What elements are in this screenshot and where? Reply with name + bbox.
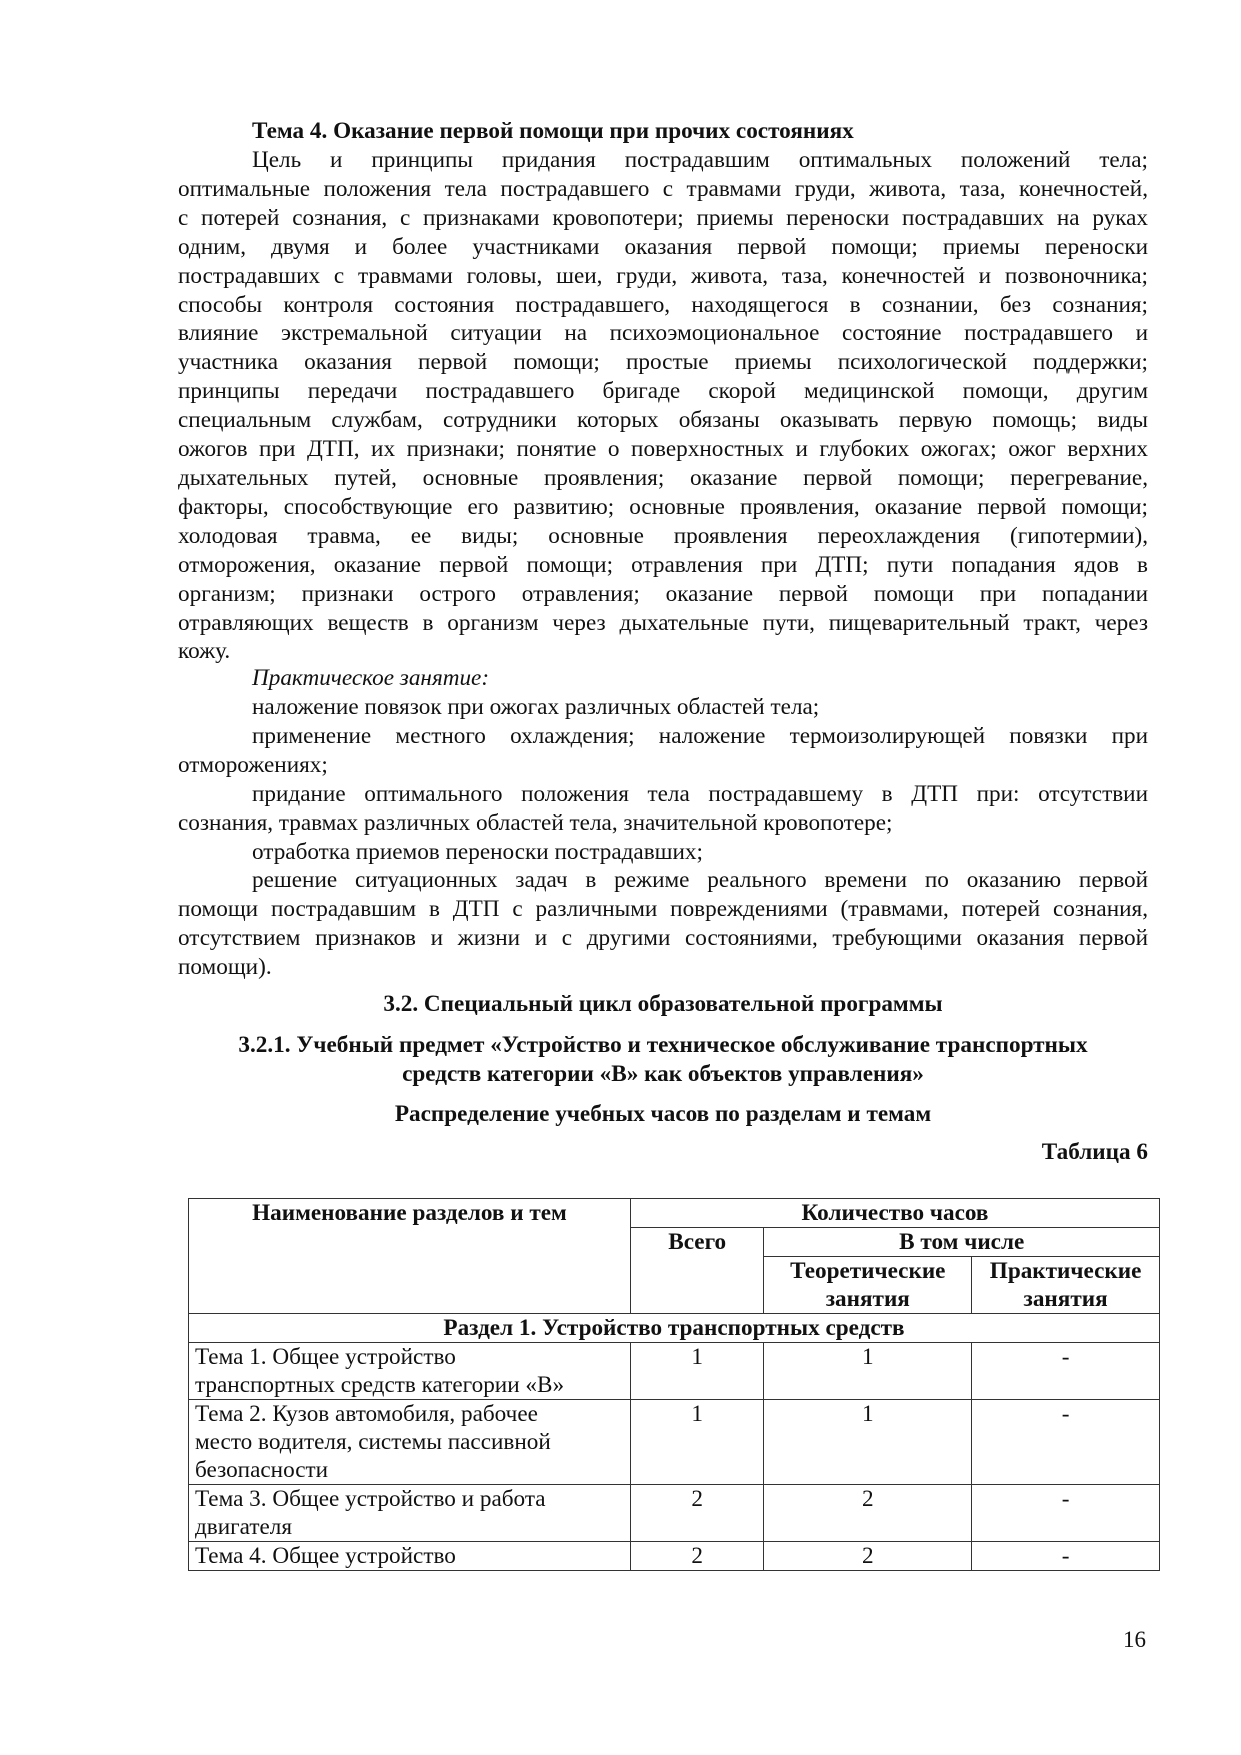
topic-name-line: Тема 1. Общее устройство [195,1344,456,1370]
section-row [189,1314,1160,1343]
paragraph-line: отморожения, оказание первой помощи; отравления при ДТП; пути попадания ядов в [178,551,1148,578]
header-practice-line: Практические [989,1258,1142,1284]
total-hours-cell: 2 [630,1485,764,1542]
practice-item-line: сознания, травмах различных областей тела, значительной кровопотере; [178,809,893,836]
topic-name-cell [189,1343,631,1400]
table-row [189,1400,1160,1485]
theory-hours-cell: 1 [764,1343,972,1400]
header-total: Всего [630,1228,764,1314]
table-row [189,1343,1160,1400]
header-name: Наименование разделов и тем [189,1199,631,1314]
topic-name-line: двигателя [195,1514,293,1540]
header-practice [972,1257,1160,1314]
practice-item [178,693,1148,722]
total-hours-cell: 2 [630,1542,764,1571]
table-row [189,1542,1160,1571]
practice-item-line: отморожениях; [178,751,328,778]
subject-heading-line: 3.2.1. Учебный предмет «Устройство и техническое обслуживание транспортных [238,1032,1088,1058]
topic-name-line: Тема 3. Общее устройство и работа [195,1486,546,1512]
subject-heading-line: средств категории «В» как объектов управления» [402,1060,924,1087]
paragraph-line: оптимальные положения тела пострадавшего с травмами груди, живота, таза, конечностей, [178,175,1148,202]
practice-item [178,780,1148,838]
theory-hours-cell: 2 [764,1542,972,1571]
practice-hours-cell: - [972,1400,1160,1485]
practice-item-line: отработка приемов переноски пострадавших; [252,838,703,865]
theory-hours-cell: 1 [764,1400,972,1485]
paragraph-line: способы контроля состояния пострадавшего, находящегося в сознании, без сознания; [178,291,1148,318]
topic-name-line: место водителя, системы пассивной [195,1429,551,1455]
topic-name-line: транспортных средств категории «В» [195,1372,565,1398]
topic-name-cell [189,1542,631,1571]
distribution-heading: Распределение учебных часов по разделам и темам [394,1101,932,1127]
header-theory-line: Теоретические [790,1258,946,1284]
paragraph-line: принципы передачи пострадавшего бригаде скорой медицинской помощи, другим [178,378,1148,405]
header-practice-line: занятия [1023,1286,1108,1312]
paragraph-line: дыхательных путей, основные проявления; оказание первой помощи; перегревание, [178,464,1148,491]
practice-item [178,722,1148,780]
paragraph-line: отравляющих веществ в организм через дыхательные пути, пищеварительный тракт, через [178,609,1148,636]
topic-name-line: безопасности [195,1457,329,1483]
practice-item [178,838,1148,867]
paragraph-line: кожу. [178,638,231,665]
topic-name-line: Тема 4. Общее устройство [195,1543,456,1569]
header-theory-line: занятия [825,1286,910,1312]
practice-items-list [178,693,1148,982]
paragraph-line: с потерей сознания, с признаками кровопотери; приемы переноски пострадавших на руках [178,204,1148,231]
practice-item [178,866,1148,982]
paragraph-line: Цель и принципы придания пострадавшим оптимальных положений тела; [252,147,1148,173]
paragraph-line: холодовая травма, ее виды; основные проявления переохлаждения (гипотермии), [178,522,1148,549]
practice-item-line: решение ситуационных задач в режиме реального времени по оказанию первой [252,867,1148,894]
section-heading: 3.2. Специальный цикл образовательной программы [383,991,943,1017]
topic-name-cell [189,1485,631,1542]
practice-hours-cell: - [972,1343,1160,1400]
paragraph-line: ожогов при ДТП, их признаки; понятие о поверхностных и глубоких ожогах; ожог верхних [178,436,1148,463]
paragraph-line: специальным службам, сотрудники которых обязаны оказывать первую помощь; виды [178,407,1148,434]
subject-heading [178,1031,1148,1089]
practice-item-line: помощи). [178,954,272,981]
topic-name-line: Тема 2. Кузов автомобиля, рабочее [195,1401,538,1427]
paragraph-line: организм; признаки острого отравления; оказание первой помощи при попадании [178,580,1148,607]
total-hours-cell: 1 [630,1343,764,1400]
practice-hours-cell: - [972,1485,1160,1542]
practice-item-line: применение местного охлаждения; наложение термоизолирующей повязки при [252,722,1148,749]
practice-item-line: помощи пострадавшим в ДТП с различными повреждениями (травмами, потерей сознания, [178,896,1148,923]
paragraph-line: пострадавших с травмами головы, шеи, груди, живота, таза, конечностей и позвоночника; [178,262,1148,289]
paragraph-line: одним, двумя и более участниками оказания первой помощи; приемы переноски [178,233,1148,260]
total-hours-cell: 1 [630,1400,764,1485]
section-row-title: Раздел 1. Устройство транспортных средств [189,1314,1160,1343]
practice-item-line: наложение повязок при ожогах различных областей тела; [252,694,820,720]
topic-name-cell [189,1400,631,1485]
theory-hours-cell: 2 [764,1485,972,1542]
table-row [189,1485,1160,1542]
practice-hours-cell: - [972,1542,1160,1571]
paragraph-line: влияние экстремальной ситуации на психоэмоциональное состояние пострадавшего и [178,320,1148,347]
practice-item-line: отсутствием признаков и жизни и с другими состояниями, требующими оказания первой [178,925,1148,952]
paragraph-line: участника оказания первой помощи; простые приемы психологической поддержки; [178,349,1148,376]
page-number: 16 [1123,1627,1146,1652]
practice-label: Практическое занятие: [252,665,490,691]
practice-item-line: придание оптимального положения тела пострадавшему в ДТП при: отсутствии [252,780,1148,807]
hours-table [188,1198,1160,1571]
header-including: В том числе [764,1228,1160,1257]
header-hours: Количество часов [630,1199,1159,1228]
paragraph-line: факторы, способствующие его развитию; основные проявления, оказание первой помощи; [178,493,1148,520]
topic-description-paragraph [178,146,1148,666]
table-caption: Таблица 6 [1041,1139,1148,1165]
header-theory [764,1257,972,1314]
topic-heading: Тема 4. Оказание первой помощи при прочих состояниях [252,118,854,144]
